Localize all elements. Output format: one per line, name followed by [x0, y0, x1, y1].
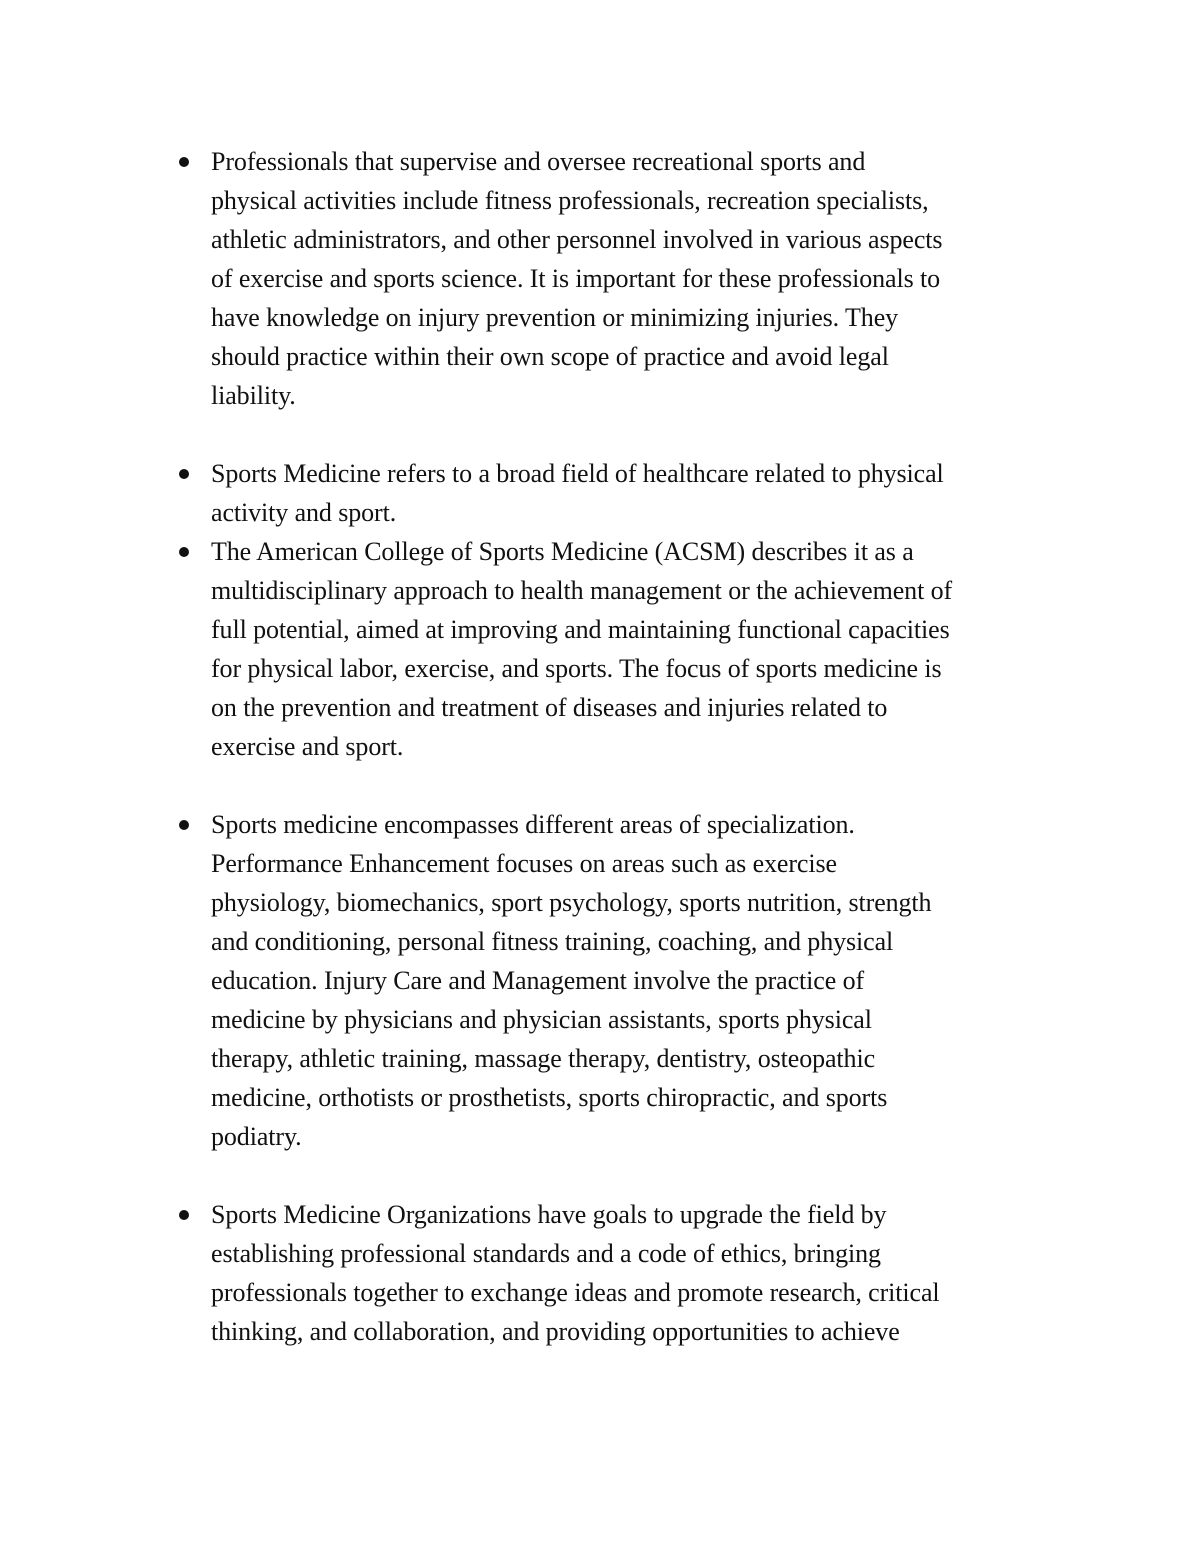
- text-line: should practice within their own scope of practice and avoid legal: [211, 342, 889, 371]
- text-line: The American College of Sports Medicine (ACSM) describes it as a: [211, 537, 914, 566]
- bullet-list: [176, 142, 1076, 1351]
- bullet-item-organizations-goals: [176, 1195, 1076, 1351]
- bullet-item-sports-medicine-definition: [176, 454, 1076, 532]
- text-line: establishing professional standards and a code of ethics, bringing: [211, 1239, 881, 1268]
- text-line: for physical labor, exercise, and sports. The focus of sports medicine is: [211, 654, 942, 683]
- text-line: medicine by physicians and physician assistants, sports physical: [211, 1005, 872, 1034]
- text-line: medicine, orthotists or prosthetists, sports chiropractic, and sports: [211, 1083, 888, 1112]
- text-line: and conditioning, personal fitness training, coaching, and physical: [211, 927, 894, 956]
- text-line: of exercise and sports science. It is important for these professionals to: [211, 264, 941, 293]
- bullet-item-supervision-professionals: [176, 142, 1076, 415]
- bullet-icon: [179, 469, 189, 479]
- bullet-item-acsm-description: [176, 532, 1076, 766]
- text-line: therapy, athletic training, massage therapy, dentistry, osteopathic: [211, 1044, 876, 1073]
- text-line: full potential, aimed at improving and maintaining functional capacities: [211, 615, 950, 644]
- bullet-icon: [179, 1210, 189, 1220]
- text-line: podiatry.: [211, 1122, 302, 1151]
- text-line: Sports medicine encompasses different areas of specialization.: [211, 810, 855, 839]
- text-line: Sports Medicine refers to a broad field of healthcare related to physical: [211, 459, 944, 488]
- text-line: multidisciplinary approach to health management or the achievement of: [211, 576, 953, 605]
- bullet-icon: [179, 820, 189, 830]
- text-line: have knowledge on injury prevention or minimizing injuries. They: [211, 303, 899, 332]
- text-line: physical activities include fitness professionals, recreation specialists,: [211, 186, 929, 215]
- text-line: professionals together to exchange ideas and promote research, critical: [211, 1278, 940, 1307]
- text-line: Sports Medicine Organizations have goals to upgrade the field by: [211, 1200, 887, 1229]
- text-line: Performance Enhancement focuses on areas such as exercise: [211, 849, 837, 878]
- text-line: activity and sport.: [211, 498, 397, 527]
- text-line: education. Injury Care and Management involve the practice of: [211, 966, 865, 995]
- text-line: Professionals that supervise and oversee recreational sports and: [211, 147, 866, 176]
- text-line: on the prevention and treatment of diseases and injuries related to: [211, 693, 888, 722]
- text-line: physiology, biomechanics, sport psychology, sports nutrition, strength: [211, 888, 932, 917]
- text-line: exercise and sport.: [211, 732, 404, 761]
- text-line: liability.: [211, 381, 296, 410]
- text-line: athletic administrators, and other personnel involved in various aspects: [211, 225, 943, 254]
- text-line: thinking, and collaboration, and providing opportunities to achieve: [211, 1317, 900, 1346]
- bullet-item-specialization-areas: [176, 805, 1076, 1156]
- bullet-icon: [179, 547, 189, 557]
- bullet-icon: [179, 157, 189, 167]
